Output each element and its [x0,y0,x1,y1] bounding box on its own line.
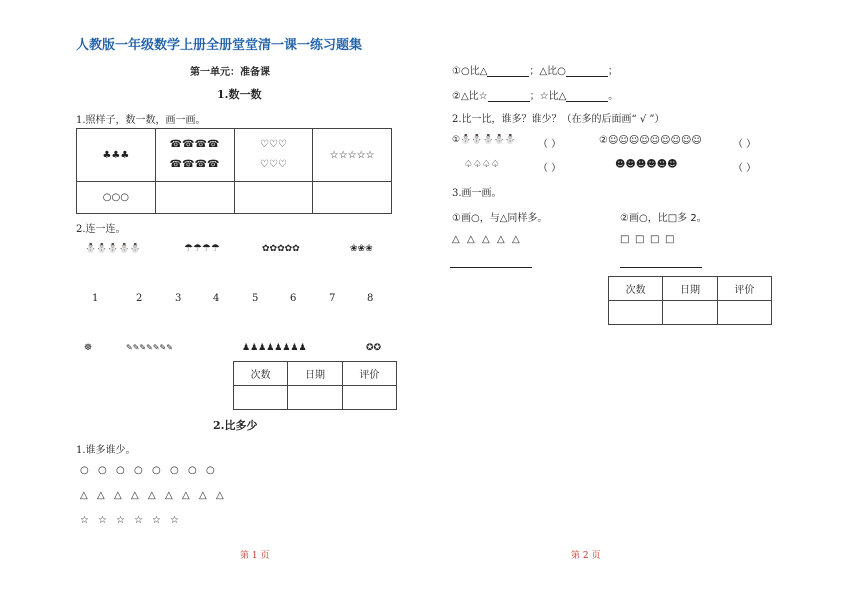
smiley-compare: ②☺☺☺☺☺☺☺☺☺ [599,135,702,146]
compare-2b: ；☆比△ [529,91,567,102]
lesson1-title: 1.数一数 [217,88,262,101]
record-table-left [233,361,397,410]
page-number-2: 第 2 页 [571,551,601,561]
star-shape: ☆ [170,515,179,526]
q2-label: 2.连一连。 [76,224,126,235]
document-title: 人教版一年级数学上册全册堂堂清一课一练习题集 [76,38,363,53]
record-table-right [608,276,772,325]
header-date: 日期 [663,277,717,301]
square-shape: □ [620,234,630,245]
answer-cell-2[interactable] [234,182,313,214]
triangle-shape: △ [80,490,88,501]
snowman-group: ⛄⛄⛄⛄⛄ [85,244,142,254]
answer-paren-4[interactable]: （ ） [733,163,757,174]
star-shape: ☆ [134,515,143,526]
triangle-shape: △ [482,234,490,245]
triangle-shape: △ [131,490,139,501]
number-2[interactable]: 2 [136,293,143,304]
triangle-shape: △ [182,490,190,501]
stars-cell: ☆☆☆☆☆ [313,129,392,182]
circle-shape: ○ [170,465,179,476]
compare-2a: ②△比☆ [452,91,488,102]
header-date: 日期 [288,362,342,386]
answer-paren-3[interactable]: （ ） [538,163,562,174]
compare-1-end: ； [607,66,618,77]
compare-line-1 [452,62,618,77]
star-shape: ☆ [116,515,125,526]
date-cell[interactable] [288,386,342,410]
circle-shape: ○ [116,465,125,476]
unit-title: 第一单元：准备课 [190,67,270,78]
blank-1b[interactable] [566,76,608,77]
answer-cell-3[interactable] [313,182,392,214]
square-shape: □ [665,234,675,245]
blank-2b[interactable] [566,101,608,102]
lesson2-title: 2.比多少 [213,419,258,432]
answer-paren-1[interactable]: （ ） [538,139,562,150]
triangle-shape: △ [165,490,173,501]
flower-group: ✿✿✿✿✿ [262,244,300,254]
number-3[interactable]: 3 [175,293,182,304]
times-cell[interactable] [234,386,288,410]
number-7[interactable]: 7 [329,293,336,304]
rating-cell[interactable] [342,386,396,410]
triangle-shape: △ [97,490,105,501]
q3-draw-label: 3.画一画。 [452,188,502,199]
number-4[interactable]: 4 [213,293,220,304]
circle-shape: ○ [206,465,215,476]
blossom-group: ❀❀❀ [350,244,373,254]
triangle-shape: △ [452,234,460,245]
circle-shape: ○ [134,465,143,476]
circle-shape: ○ [152,465,161,476]
blank-1a[interactable] [487,76,529,77]
count-table [76,128,392,214]
compare-1a: ①○比△ [452,66,488,77]
star-shape: ☆ [80,515,89,526]
triangle-shape: △ [148,490,156,501]
triangle-shape: △ [497,234,505,245]
circle-shape: ○ [80,465,89,476]
square-shape: □ [650,234,660,245]
clubs-cell: ♣♣♣ [77,129,156,182]
circles-cell: ○○○ [77,182,156,214]
circle-row [80,465,224,476]
spade-compare: ♤♤♤♤ [464,159,500,170]
square-shape: □ [635,234,645,245]
draw-task-1: ①画○，与△同样多。 [452,213,548,224]
blank-2a[interactable] [488,101,530,102]
compare-line-2 [452,87,618,102]
number-5[interactable]: 5 [252,293,259,304]
header-times: 次数 [609,277,663,301]
pencil-group: ✎✎✎✎✎✎✎ [126,343,173,352]
phones-cell: ☎☎☎☎ ☎☎☎☎ [155,129,234,182]
circle-shape: ○ [98,465,107,476]
number-8[interactable]: 8 [367,293,374,304]
page-number-1: 第 1 页 [240,551,270,561]
triangle-row [80,490,233,501]
header-rating: 评价 [717,277,771,301]
rating-cell[interactable] [717,301,771,325]
triangle-shape: △ [512,234,520,245]
umbrella-group: ☂☂☂☂ [184,243,220,254]
chess-group: ♟♟♟♟♟♟♟♟ [242,343,307,353]
circle-shape: ○ [188,465,197,476]
compare-1b: ；△比○ [529,66,566,77]
face-compare: ☻☻☻☻☻☻ [615,159,678,170]
q3-label: 1.谁多谁少。 [76,445,136,456]
triangle-draw-row [452,234,527,245]
compare-2-end: 。 [608,91,619,102]
hearts-cell: ♡♡♡ ♡♡♡ [234,129,313,182]
q2-compare-label: 2.比一比，谁多？谁少？（在多的后面画“ √ ”） [452,114,665,125]
number-6[interactable]: 6 [290,293,297,304]
triangle-shape: △ [114,490,122,501]
triangle-shape: △ [199,490,207,501]
draw-line-2[interactable] [620,267,702,268]
q1-label: 1.照样子，数一数，画一画。 [76,115,206,126]
times-cell[interactable] [609,301,663,325]
date-cell[interactable] [663,301,717,325]
square-draw-row [620,234,680,245]
triangle-shape: △ [216,490,224,501]
ball-group: ✪✪ [366,343,382,353]
answer-paren-2[interactable]: （ ） [733,139,757,150]
draw-task-2: ②画○，比□多 2。 [620,213,707,224]
star-shape: ☆ [98,515,107,526]
header-rating: 评价 [342,362,396,386]
draw-line-1[interactable] [450,267,532,268]
snowman-compare: ①⛄⛄⛄⛄⛄ [452,135,517,145]
sun-group: ☸ [84,343,93,353]
answer-cell-1[interactable] [155,182,234,214]
triangle-shape: △ [467,234,475,245]
star-row [80,515,188,526]
star-shape: ☆ [152,515,161,526]
header-times: 次数 [234,362,288,386]
number-1[interactable]: 1 [92,293,99,304]
